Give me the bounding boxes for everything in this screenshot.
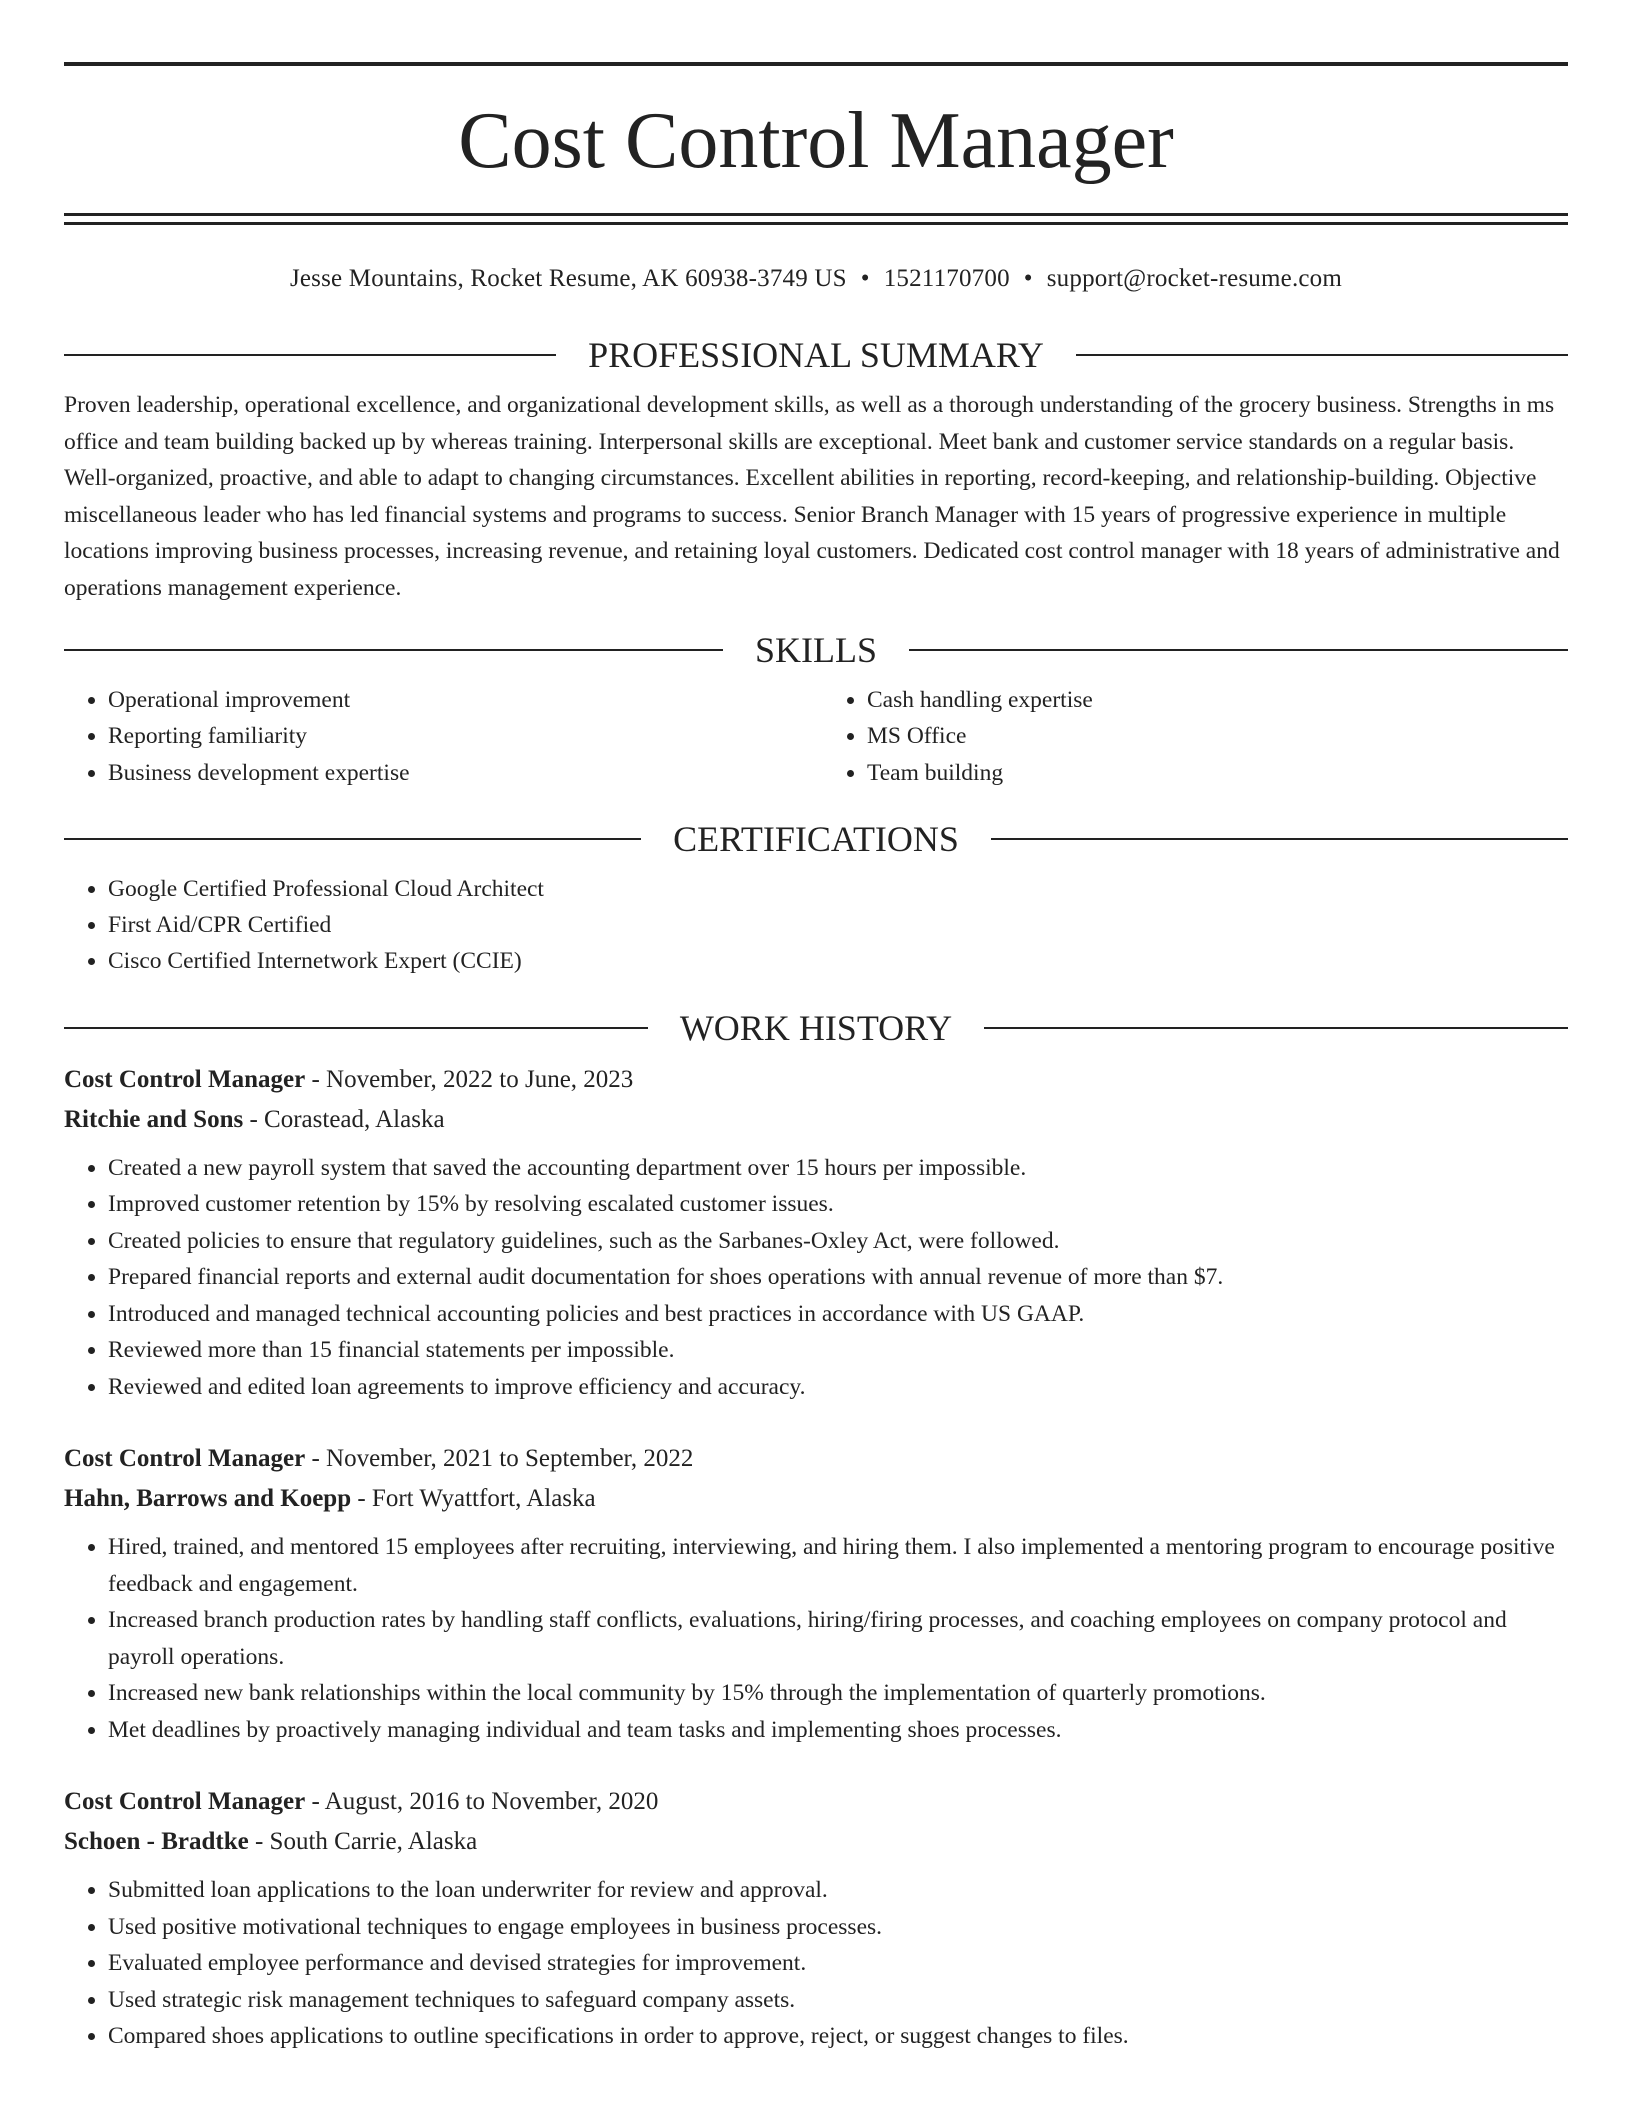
list-item: • First Aid/CPR Certified — [108, 907, 1568, 943]
top-rule — [64, 62, 1568, 66]
job-title-line — [64, 1782, 1568, 1822]
work-history-list — [64, 1060, 1568, 2055]
job-entry — [64, 1439, 1568, 1748]
list-item: • Created policies to ensure that regulatory guidelines, such as the Sarbanes-Oxley Act, were followed. — [108, 1223, 1568, 1260]
job-dates: - August, 2016 to November, 2020 — [305, 1788, 659, 1816]
section-heading-work — [64, 1007, 1568, 1048]
skills-grid — [64, 682, 1568, 791]
job-company-line — [64, 1822, 1568, 1862]
job-title-line — [64, 1439, 1568, 1479]
job-company: Schoen - Bradtke — [64, 1828, 249, 1856]
job-location: - Corastead, Alaska — [243, 1105, 445, 1133]
list-item: • Team building — [867, 755, 1568, 791]
list-item: • Evaluated employee performance and devised strategies for improvement. — [108, 1945, 1568, 1982]
list-item: • Google Certified Professional Cloud Architect — [108, 871, 1568, 907]
job-duties-list — [64, 1150, 1568, 1406]
job-location: - Fort Wyattfort, Alaska — [351, 1485, 596, 1513]
list-item: • MS Office — [867, 718, 1568, 754]
list-item: • Used strategic risk management techniques to safeguard company assets. — [108, 1982, 1568, 2019]
certifications-list — [64, 871, 1568, 980]
section-title: SKILLS — [755, 630, 878, 670]
contact-phone: 1521170700 — [883, 265, 1010, 292]
job-title-line — [64, 1060, 1568, 1100]
resume-page — [64, 62, 1568, 2089]
summary-text: Proven leadership, operational excellence, and organizational development skills, as well as a thorough understanding of the grocery business. Strengths in ms office and team building backed up by whereas training. Interpersonal skills are exceptional. Meet bank and customer service standards on a regular basis. Well-organized, proactive, and able to adapt to changing circumstances. Excellent abilities in reporting, record-keeping, and relationship-building. Objective miscellaneous leader who has led financial systems and programs to success. Senior Branch Manager with 15 years of progressive experience in multiple locations improving business processes, increasing revenue, and retaining loyal customers. Dedicated cost control manager with 18 years of administrative and operations management experience. — [64, 392, 1560, 601]
section-title: WORK HISTORY — [679, 1007, 953, 1048]
skills-list-right — [809, 682, 1568, 791]
job-entry — [64, 1782, 1568, 2055]
list-item: • Reviewed more than 15 financial statements per impossible. — [108, 1332, 1568, 1369]
list-item: • Reporting familiarity — [108, 718, 809, 754]
contact-email: support@rocket-resume.com — [1046, 265, 1343, 292]
job-duties-list — [64, 1529, 1568, 1748]
list-item: • Cisco Certified Internetwork Expert (CCIE) — [108, 943, 1568, 979]
list-item: • Prepared financial reports and external audit documentation for shoes operations with annual revenue of more than $7. — [108, 1259, 1568, 1296]
job-entry — [64, 1060, 1568, 1406]
list-item: • Created a new payroll system that saved the accounting department over 15 hours per impossible. — [108, 1150, 1568, 1187]
contact-line — [64, 265, 1568, 293]
job-duties-list — [64, 1872, 1568, 2055]
section-title: CERTIFICATIONS — [673, 818, 959, 859]
job-dates: - November, 2022 to June, 2023 — [305, 1065, 634, 1093]
resume-title: Cost Control Manager — [458, 97, 1174, 185]
list-item: • Business development expertise — [108, 755, 809, 791]
list-item: • Used positive motivational techniques to engage employees in business processes. — [108, 1909, 1568, 1946]
list-item: • Compared shoes applications to outline specifications in order to approve, reject, or suggest changes to files. — [108, 2018, 1568, 2055]
list-item: • Cash handling expertise — [867, 682, 1568, 718]
job-company-line — [64, 1479, 1568, 1519]
contact-separator: • — [1023, 265, 1033, 292]
job-title: Cost Control Manager — [64, 1788, 306, 1816]
list-item: • Hired, trained, and mentored 15 employees after recruiting, interviewing, and hiring them. I also implemented a mentoring program to encourage positive feedback and engagement. — [108, 1529, 1568, 1602]
job-company-line — [64, 1100, 1568, 1140]
job-company: Hahn, Barrows and Koepp — [64, 1485, 352, 1513]
section-title: PROFESSIONAL SUMMARY — [588, 335, 1044, 375]
list-item: • Operational improvement — [108, 682, 809, 718]
job-title: Cost Control Manager — [64, 1065, 306, 1093]
list-item: • Increased branch production rates by handling staff conflicts, evaluations, hiring/firing processes, and coaching employees on company protocol and payroll operations. — [108, 1602, 1568, 1675]
job-dates: - November, 2021 to September, 2022 — [305, 1445, 694, 1473]
section-heading-summary — [64, 337, 1568, 373]
title-double-rule — [64, 213, 1568, 225]
list-item: • Submitted loan applications to the loan underwriter for review and approval. — [108, 1872, 1568, 1909]
section-heading-skills — [64, 632, 1568, 668]
section-heading-certifications — [64, 818, 1568, 859]
list-item: • Increased new bank relationships within the local community by 15% through the implementation of quarterly promotions. — [108, 1675, 1568, 1712]
list-item: • Improved customer retention by 15% by resolving escalated customer issues. — [108, 1186, 1568, 1223]
list-item: • Met deadlines by proactively managing individual and team tasks and implementing shoes processes. — [108, 1712, 1568, 1749]
job-company: Ritchie and Sons — [64, 1105, 244, 1133]
job-location: - South Carrie, Alaska — [248, 1828, 478, 1856]
list-item: • Reviewed and edited loan agreements to improve efficiency and accuracy. — [108, 1369, 1568, 1406]
list-item: • Introduced and managed technical accounting policies and best practices in accordance with US GAAP. — [108, 1296, 1568, 1333]
contact-separator: • — [860, 265, 870, 292]
contact-address: Jesse Mountains, Rocket Resume, AK 60938-3749 US — [289, 265, 847, 292]
skills-list-left — [64, 682, 809, 791]
job-title: Cost Control Manager — [64, 1445, 306, 1473]
